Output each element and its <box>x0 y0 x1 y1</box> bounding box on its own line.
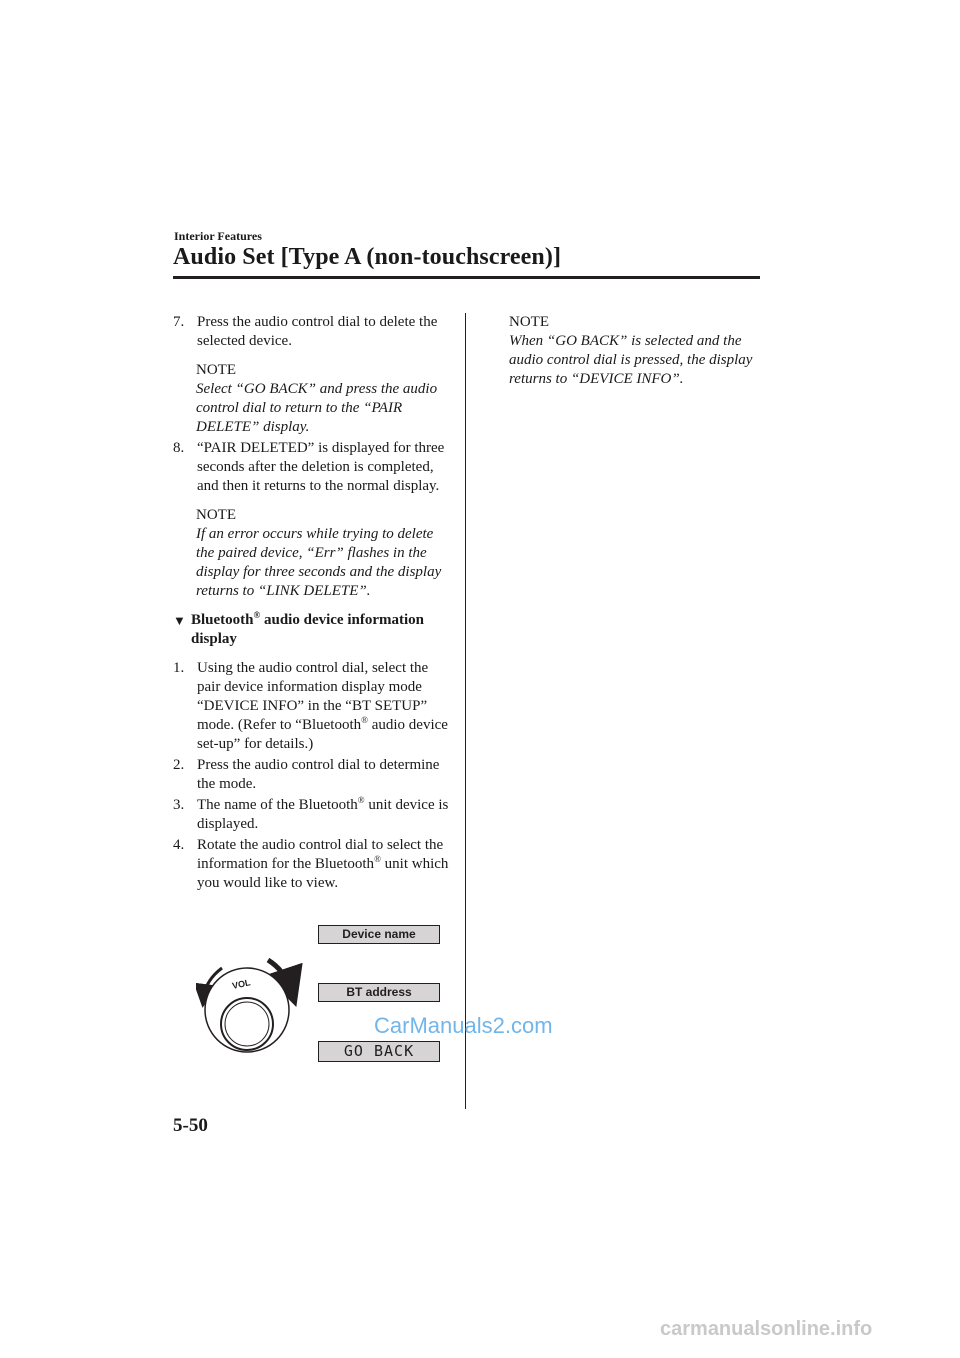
step-text <box>197 659 453 754</box>
dial-knob <box>221 998 273 1050</box>
column-divider <box>465 313 466 1109</box>
chapter-title: Audio Set [Type A (non-touchscreen)] <box>173 244 562 270</box>
step-text-b: unit which you would like to view. <box>197 856 449 891</box>
display-option-bt-address: BT address <box>318 983 440 1002</box>
step-text-b: audio device set-up” for details.) <box>197 717 448 752</box>
step-text: Press the audio control dial to delete the selected device. <box>197 314 438 349</box>
note-title: NOTE <box>196 362 236 378</box>
step-number: 4. <box>173 837 185 853</box>
registered-mark: ® <box>374 854 381 864</box>
step-text-a: Rotate the audio control dial to select the information for the Bluetooth <box>197 837 444 872</box>
subsection-heading <box>173 611 453 649</box>
step-number: 8. <box>173 440 185 456</box>
audio-control-dial-icon <box>196 950 306 1070</box>
note-error <box>173 506 453 601</box>
step-number: 2. <box>173 757 185 773</box>
step-text-a: The name of the Bluetooth <box>197 797 358 813</box>
step-number: 3. <box>173 797 185 813</box>
note-title: NOTE <box>196 507 236 523</box>
note-device-info <box>509 313 764 389</box>
watermark-text: CarManuals2.com <box>374 1013 553 1038</box>
step-text <box>197 836 453 893</box>
step-2 <box>173 756 453 794</box>
step-4 <box>173 836 453 893</box>
step-8 <box>173 439 453 496</box>
footer-site-text: carmanualsonline.info <box>660 1318 873 1340</box>
heading-text-a: Bluetooth <box>191 612 254 628</box>
left-column <box>173 313 453 893</box>
step-number: 7. <box>173 314 185 330</box>
note-body: If an error occurs while trying to delete the paired device, “Err” flashes in the display for three seconds and the display returns to “LINK DELETE”. <box>196 526 442 599</box>
heading-text-b: audio device information display <box>191 612 424 647</box>
note-body: When “GO BACK” is selected and the audio control dial is pressed, the display returns to “DEVICE INFO”. <box>509 333 753 387</box>
step-text-a: Using the audio control dial, select the pair device information display mode “DEVICE INFO” in the “BT SETUP” mode. (Refer to “Bluetooth <box>197 660 429 733</box>
section-label: Interior Features <box>174 229 262 243</box>
step-1 <box>173 659 453 754</box>
registered-mark: ® <box>361 715 368 725</box>
note-body: Select “GO BACK” and press the audio control dial to return to the “PAIR DELETE” display. <box>196 381 438 435</box>
registered-mark: ® <box>357 795 365 805</box>
note-title: NOTE <box>509 314 549 330</box>
note-go-back <box>173 361 453 437</box>
step-text-b: unit device is displayed. <box>197 797 449 832</box>
display-option-device-name: Device name <box>318 925 440 944</box>
step-text <box>197 796 453 834</box>
page-number: 5-50 <box>173 1115 208 1136</box>
registered-mark: ® <box>253 610 261 620</box>
step-3 <box>173 796 453 834</box>
display-option-go-back: GO BACK <box>318 1041 440 1062</box>
step-number: 1. <box>173 660 185 676</box>
step-7 <box>173 313 453 351</box>
step-text: Press the audio control dial to determine the mode. <box>197 757 440 792</box>
right-column <box>509 313 764 389</box>
header-rule <box>173 276 760 279</box>
triangle-marker-icon: ▼ <box>173 613 186 628</box>
step-text: “PAIR DELETED” is displayed for three seconds after the deletion is completed, and then it returns to the normal display. <box>197 440 445 494</box>
dial-label: VOL <box>231 977 252 991</box>
